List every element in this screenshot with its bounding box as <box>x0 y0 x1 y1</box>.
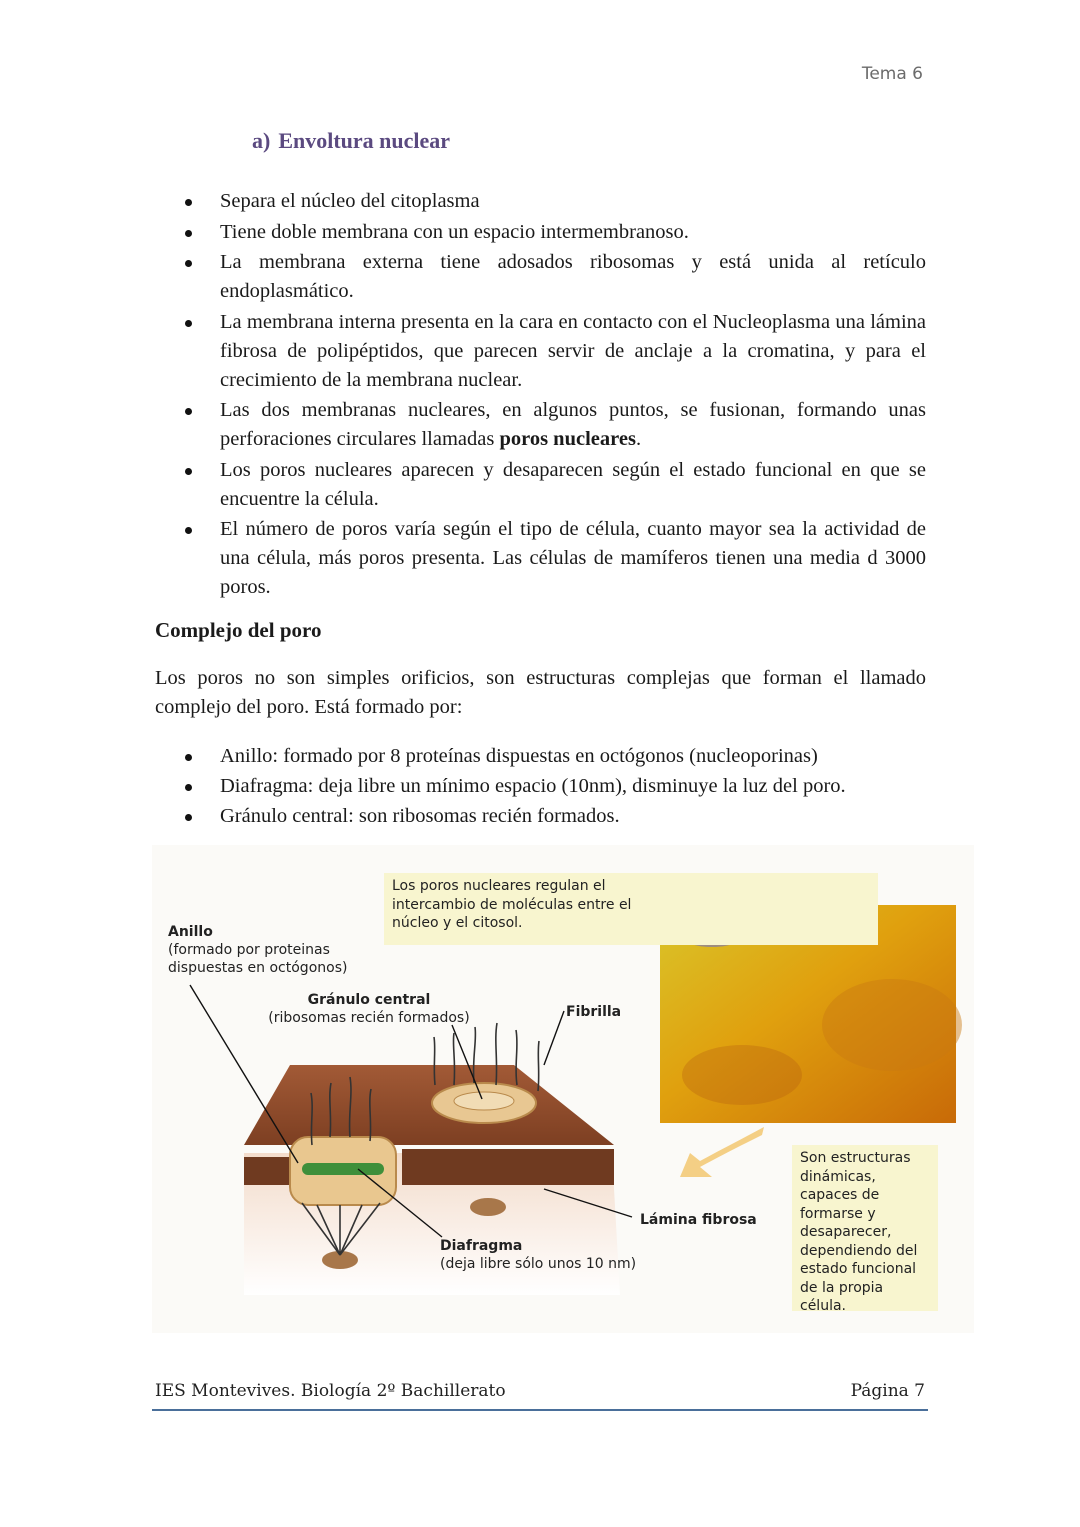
callout-top: Los poros nucleares regulan el intercambio de moléculas entre el núcleo y el citosol. <box>384 873 878 945</box>
subheading: Complejo del poro <box>155 618 322 642</box>
nuclear-pore-figure <box>152 845 974 1333</box>
label-fibrilla: Fibrilla <box>566 1004 622 1020</box>
list-item: Gránulo central: son ribosomas recién formados. <box>155 802 926 831</box>
list-item: Tiene doble membrana con un espacio intermembranoso. <box>155 218 926 247</box>
envelope-bullet-list <box>155 187 926 604</box>
page-header-topic: Tema 6 <box>861 64 923 84</box>
pore-complex-bullet-list <box>155 742 926 832</box>
bullet-icon <box>185 230 192 237</box>
list-item: La membrana interna presenta en la cara en contacto con el Nucleoplasma una lámina fibrosa de polipéptidos, que parecen servir de anclaje a la cromatina, y para el crecimiento de la membrana nuclear. <box>155 308 926 395</box>
list-item: Las dos membranas nucleares, en algunos puntos, se fusionan, formando unas perforaciones circulares llamadas poros nucleares. <box>155 396 926 454</box>
label-granulo-central: Gránulo central (ribosomas recién formados) <box>268 992 470 1026</box>
section-title-text: Envoltura nuclear <box>278 128 451 153</box>
footer-school: IES Montevives. Biología 2º Bachillerato <box>155 1381 506 1401</box>
intro-paragraph: Los poros no son simples orificios, son estructuras complejas que forman el llamado complejo del poro. Está formado por: <box>155 667 926 718</box>
fibril-line <box>311 1093 312 1145</box>
fibril-line <box>434 1037 435 1085</box>
bullet-icon <box>185 320 192 327</box>
bullet-icon <box>185 260 192 267</box>
bullet-icon <box>185 754 192 761</box>
diaphragm <box>302 1163 384 1175</box>
fibril-line <box>538 1041 539 1091</box>
list-item: Anillo: formado por 8 proteínas dispuestas en octógonos (nucleoporinas) <box>155 742 926 771</box>
list-item: Diafragma: deja libre un mínimo espacio (10nm), disminuye la luz del poro. <box>155 772 926 801</box>
bullet-icon <box>185 784 192 791</box>
bullet-icon <box>185 408 192 415</box>
section-label: a) <box>252 128 271 153</box>
label-anillo: Anillo (formado por proteinas dispuestas en octógonos) <box>168 924 348 976</box>
callout-right: Son estructuras dinámicas, capaces de formarse y desaparecer, dependiendo del estado funcional de la propia célula. <box>792 1145 938 1311</box>
list-item: Los poros nucleares aparecen y desaparecen según el estado funcional en que se encuentre la célula. <box>155 456 926 514</box>
bullet-icon <box>185 814 192 821</box>
emphasis-term: poros nucleares <box>499 428 636 450</box>
footer-divider <box>152 1409 928 1411</box>
list-item: Separa el núcleo del citoplasma <box>155 187 926 216</box>
label-lamina-fibrosa: Lámina fibrosa <box>640 1212 757 1228</box>
bullet-icon <box>185 527 192 534</box>
label-diafragma: Diafragma (deja libre sólo unos 10 nm) <box>440 1238 637 1272</box>
bullet-icon <box>185 199 192 206</box>
list-item: El número de poros varía según el tipo de célula, cuanto mayor sea la actividad de una célula, más poros presenta. Las células de mamíferos tienen una media d 3000 poros. <box>155 515 926 602</box>
list-item: La membrana externa tiene adosados ribosomas y está unida al retículo endoplasmático. <box>155 248 926 306</box>
fibril-line <box>330 1083 331 1137</box>
footer-page-number: Página 7 <box>850 1381 925 1401</box>
fibril-line <box>370 1089 371 1141</box>
inner-membrane <box>402 1149 614 1185</box>
fibril-line <box>496 1023 497 1085</box>
section-title <box>252 128 450 154</box>
bullet-icon <box>185 468 192 475</box>
fibril-line <box>516 1030 517 1085</box>
